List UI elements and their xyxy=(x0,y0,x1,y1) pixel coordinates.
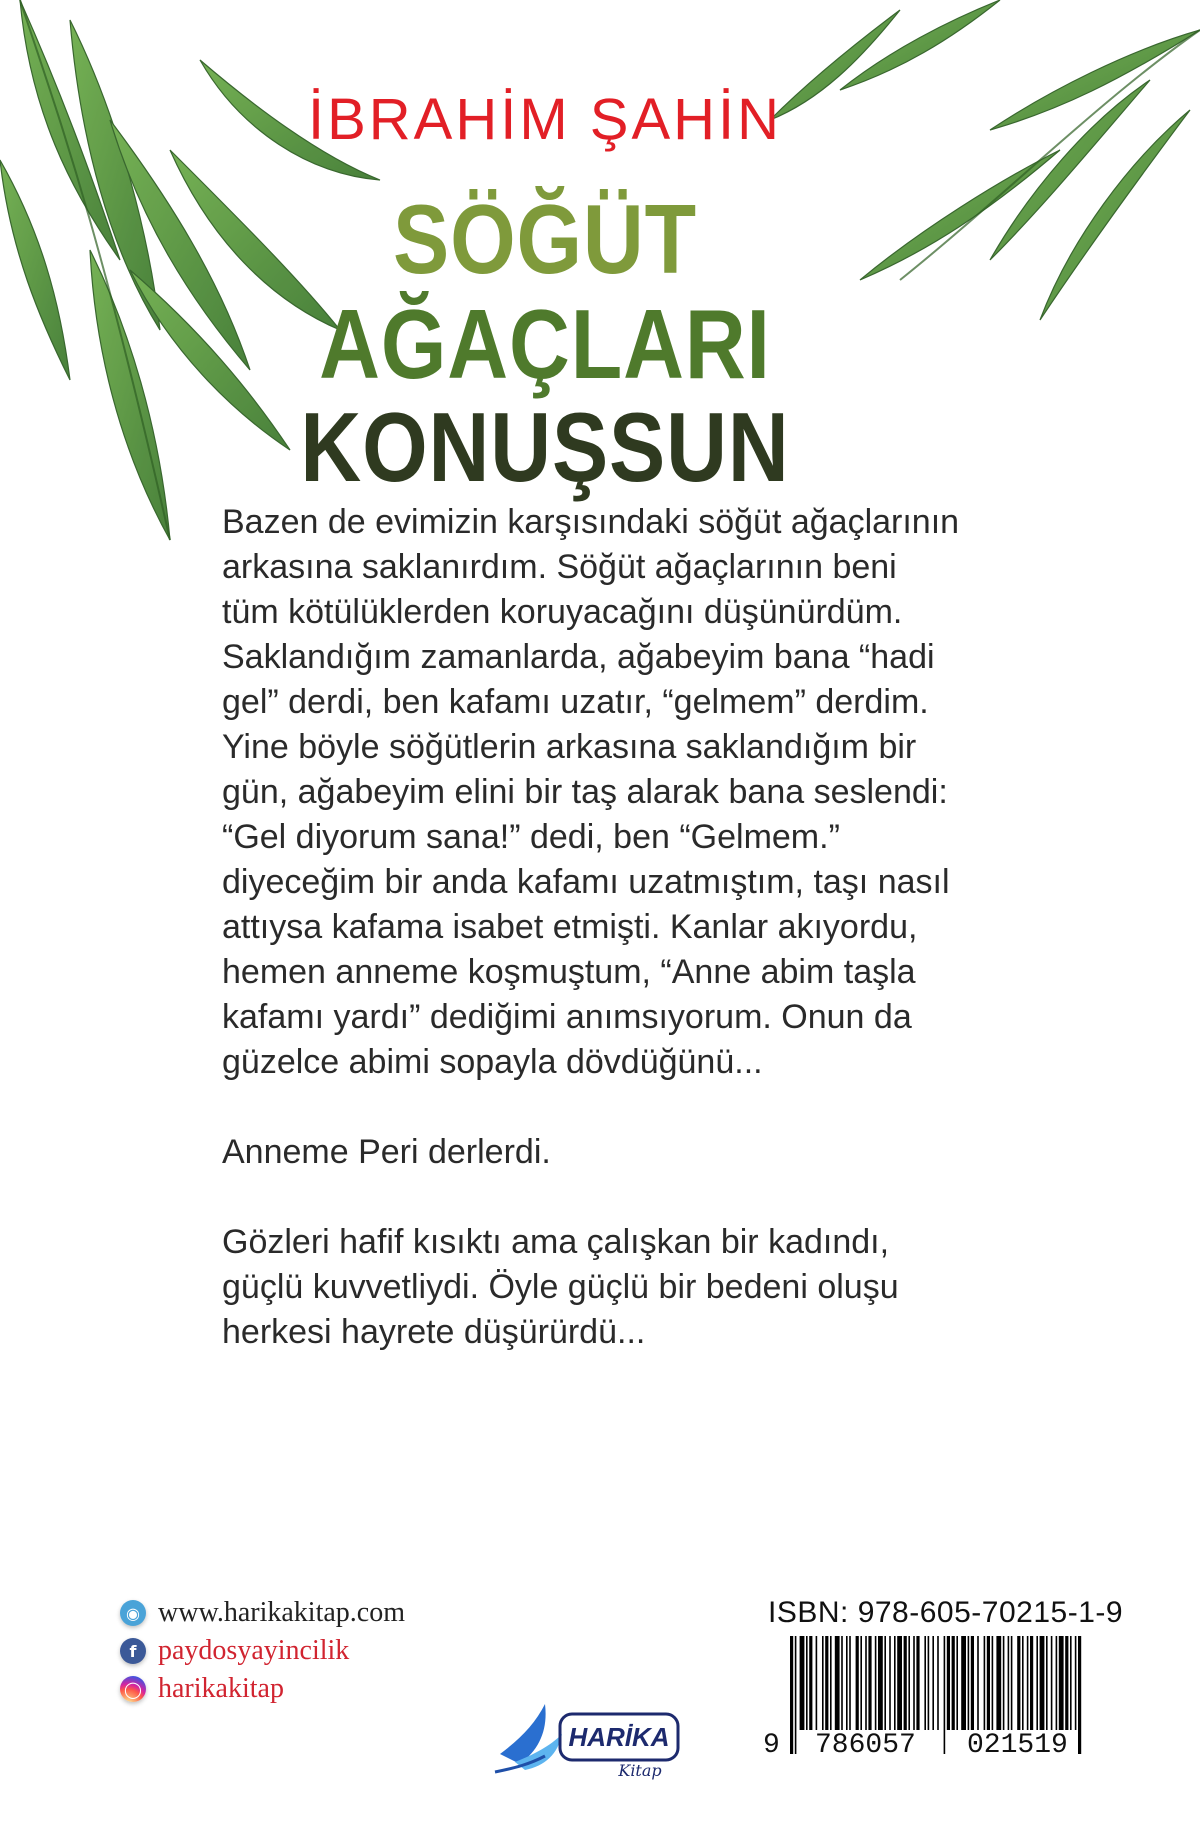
barcode-bar xyxy=(904,1636,907,1730)
barcode-bar xyxy=(952,1636,955,1730)
barcode-bar xyxy=(860,1636,862,1730)
blurb-line: “Gel diyorum sana!” dedi, ben “Gelmem.” xyxy=(222,818,840,856)
barcode-bar xyxy=(1030,1636,1033,1730)
barcode-digits-right: 021519 xyxy=(964,1730,1071,1761)
blurb-line: güzelce abimi sopayla dövdüğünü... xyxy=(222,1043,763,1081)
facebook-row[interactable] xyxy=(120,1632,405,1670)
blurb-line: kafamı yardı” dediğimi anımsıyorum. Onun da xyxy=(222,998,912,1036)
barcode-bar xyxy=(865,1636,867,1730)
blurb-line: Gözleri hafif kısıktı ama çalışkan bir kadındı, xyxy=(222,1223,890,1261)
barcode-bar xyxy=(1027,1636,1029,1730)
barcode-bar xyxy=(884,1636,886,1730)
barcode-bar xyxy=(947,1636,950,1730)
blurb-line: güçlü kuvvetliydi. Öyle güçlü bir bedeni oluşu xyxy=(222,1268,899,1306)
barcode-bar xyxy=(795,1636,797,1754)
website-link[interactable]: www.harikakitap.com xyxy=(158,1597,405,1628)
barcode-bar xyxy=(1056,1636,1058,1730)
barcode-bar xyxy=(1036,1636,1038,1730)
logo-main-text: HARİKA xyxy=(568,1722,670,1752)
book-title-line-3: KONUŞSUN xyxy=(300,392,790,502)
blurb xyxy=(222,500,982,1400)
instagram-row[interactable] xyxy=(120,1670,405,1708)
barcode-bar xyxy=(913,1636,915,1730)
barcode-bar xyxy=(1070,1636,1072,1730)
barcode-bar xyxy=(835,1636,840,1730)
barcode-bar xyxy=(1022,1636,1024,1730)
barcode-bar xyxy=(800,1636,805,1730)
barcode-bar xyxy=(1075,1636,1077,1730)
barcode-bar xyxy=(1078,1636,1081,1754)
barcode-bar xyxy=(992,1636,994,1730)
barcode-bar xyxy=(928,1636,930,1730)
blurb-paragraph-3 xyxy=(222,1220,982,1355)
barcode-bar xyxy=(916,1636,919,1730)
barcode-bar xyxy=(816,1636,818,1730)
blurb-line: diyeceğim bir anda kafamı uzatmıştım, taşı nasıl xyxy=(222,863,950,901)
instagram-icon: ◯ xyxy=(120,1676,146,1702)
book-title-line-2: AĞAÇLARI xyxy=(319,289,771,399)
barcode-bar xyxy=(849,1636,851,1730)
barcode-bar xyxy=(878,1636,883,1730)
blurb-line: hemen anneme koşmuştum, “Anne abim taşla xyxy=(222,953,916,991)
author-name: İBRAHİM ŞAHİN xyxy=(307,87,783,152)
facebook-handle[interactable]: paydosyayincilik xyxy=(158,1635,350,1666)
facebook-icon: f xyxy=(120,1638,146,1664)
blurb-line: gel” derdi, ben kafamı uzatır, “gelmem” derdim. xyxy=(222,683,929,721)
instagram-handle[interactable]: harikakitap xyxy=(158,1673,284,1704)
barcode-bar xyxy=(897,1636,902,1730)
barcode-digit-prefix: 9 xyxy=(760,1730,783,1761)
barcode-bar xyxy=(1011,1636,1013,1730)
barcode-bar xyxy=(790,1636,793,1754)
barcode-bar xyxy=(856,1636,859,1730)
barcode-bar xyxy=(846,1636,848,1730)
blurb-paragraph-2: Anneme Peri derlerdi. xyxy=(222,1133,551,1171)
barcode-bar xyxy=(875,1636,877,1730)
barcode-digits-left: 786057 xyxy=(812,1730,919,1761)
blurb-line: Saklandığım zamanlarda, ağabeyim bana “hadi xyxy=(222,638,935,676)
website-row[interactable] xyxy=(120,1594,405,1632)
barcode-bar xyxy=(977,1636,979,1730)
barcode-bar xyxy=(924,1636,926,1730)
barcode-bar xyxy=(825,1636,828,1730)
barcode-bar xyxy=(889,1636,891,1730)
publisher-contact xyxy=(120,1594,405,1708)
barcode-bar xyxy=(894,1636,896,1730)
barcode-bar xyxy=(830,1636,832,1730)
logo-sub-text: Kitap xyxy=(618,1761,662,1780)
barcode-bar xyxy=(1008,1636,1010,1730)
blurb-line: arkasına saklanırdım. Söğüt ağaçlarının beni xyxy=(222,548,897,586)
barcode-bar xyxy=(968,1636,970,1730)
barcode-bar xyxy=(1065,1636,1068,1730)
barcode-bar xyxy=(984,1636,986,1730)
barcode-bar xyxy=(806,1636,808,1730)
blurb-line: Bazen de evimizin karşısındaki söğüt ağaçlarının xyxy=(222,503,960,541)
barcode-bar xyxy=(908,1636,910,1730)
barcode-bar xyxy=(1051,1636,1053,1730)
blurb-line: tüm kötülüklerden koruyacağını düşünürdüm. xyxy=(222,593,903,631)
barcode-bar xyxy=(971,1636,974,1730)
barcode-bar xyxy=(961,1636,966,1730)
blurb-line: herkesi hayrete düşürürdü... xyxy=(222,1313,646,1351)
book-title-line-1: SÖĞÜT xyxy=(393,184,697,294)
isbn-label: ISBN: 978-605-70215-1-9 xyxy=(768,1596,1124,1629)
barcode-bar xyxy=(1046,1636,1048,1730)
barcode-bar xyxy=(1040,1636,1045,1730)
publisher-logo xyxy=(490,1684,690,1784)
barcode-bar xyxy=(944,1636,946,1754)
barcode-bar xyxy=(937,1636,939,1730)
barcode-bar xyxy=(996,1636,1001,1730)
barcode-bar xyxy=(868,1636,871,1730)
barcode-bar xyxy=(1059,1636,1064,1730)
barcode-bar xyxy=(956,1636,958,1730)
globe-icon: ◉ xyxy=(120,1600,146,1626)
barcode-bar xyxy=(932,1636,934,1730)
barcode-bar xyxy=(987,1636,990,1730)
barcode-bar xyxy=(841,1636,843,1730)
barcode-bar xyxy=(822,1636,824,1730)
barcode-bar xyxy=(1017,1636,1020,1730)
blurb-line: Yine böyle söğütlerin arkasına saklandığım bir xyxy=(222,728,917,766)
barcode-bar xyxy=(809,1636,812,1730)
barcode-bar xyxy=(1003,1636,1005,1730)
blurb-line: gün, ağabeyim elini bir taş alarak bana seslendi: xyxy=(222,773,948,811)
blurb-line: attıysa kafama isabet etmişti. Kanlar akıyordu, xyxy=(222,908,918,946)
blurb-paragraph-1 xyxy=(222,500,982,1085)
